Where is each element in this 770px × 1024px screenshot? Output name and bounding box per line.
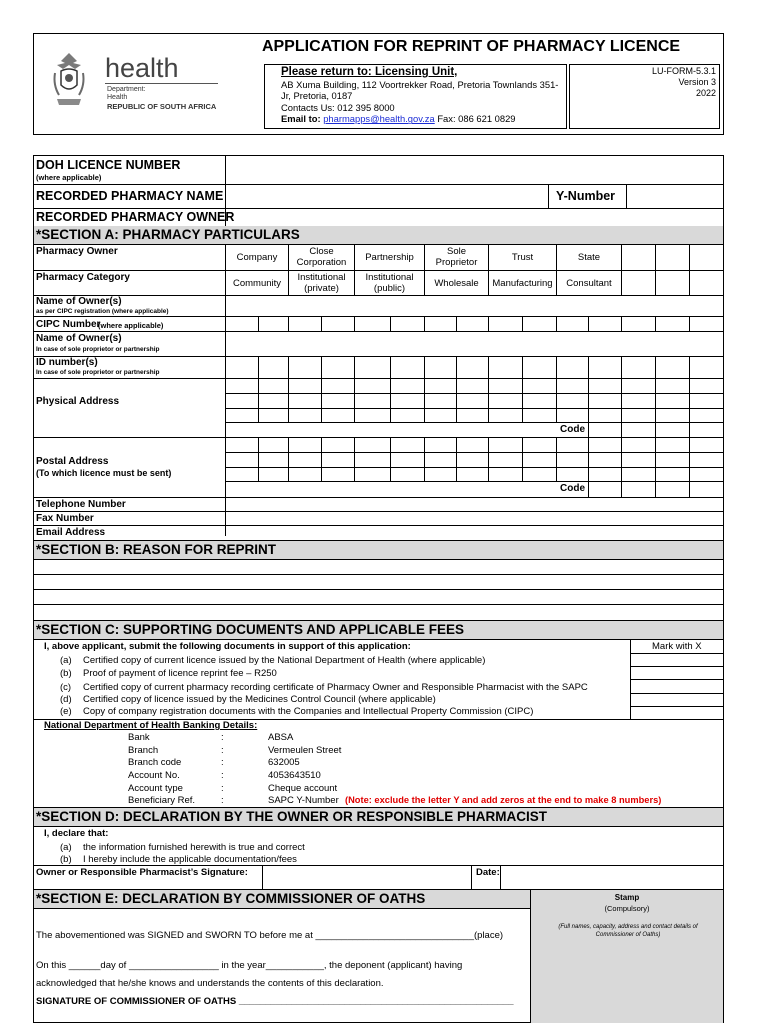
category-option-consultant[interactable]: Consultant [566,278,612,289]
oath-line-date: On this ______day of _________________ in the year___________, the deponent (applicant) having [36,960,463,971]
postal-code-label: Code [560,483,585,494]
bank-row-value: Cheque account [268,783,338,794]
date-label: Date: [476,867,500,878]
cipc-number-label: CIPC Number [36,319,101,330]
form-code: LU-FORM-5.3.1 [651,66,716,76]
owner-names-label: Name of Owner(s) [36,296,122,307]
postal-address-label: Postal Address [36,456,109,467]
doc-item-text: Certified copy of current licence issued by the National Department of Health (where applicable) [83,655,486,666]
return-address-box [264,64,567,129]
email-label: Email to: [281,113,321,125]
pharmacy-name-label: RECORDED PHARMACY NAME [36,189,224,203]
bank-row-value: 632005 [268,757,300,768]
section-b-heading: *SECTION B: REASON FOR REPRINT [34,541,723,559]
commissioner-signature-line[interactable]: SIGNATURE OF COMMISSIONER OF OATHS ____________________________________________________ [36,996,514,1007]
telephone-label: Telephone Number [36,499,126,510]
doc-item-text: Proof of payment of licence reprint fee – R250 [83,668,277,679]
fax-label: Fax Number [36,513,94,524]
category-option-community[interactable]: Community [232,278,282,289]
sole-owner-names-sublabel: In case of sole proprietor or partnership [36,346,160,353]
pharmacy-owner-field[interactable] [226,209,723,226]
logo-word: health [105,53,179,83]
category-option-wholesale[interactable]: Wholesale [434,278,479,289]
bank-row-value: 4053643510 [268,770,321,781]
owner-option-trust[interactable]: Trust [511,252,534,263]
doc-item-key: (c) [60,682,72,693]
doc-item-key: (e) [60,706,72,717]
physical-address-label: Physical Address [36,396,120,407]
logo-department: Department: [107,86,146,93]
declaration-item-text: the information furnished herewith is true and correct [83,842,305,853]
owner-signature-label: Owner or Responsible Pharmacist’s Signature: [36,867,248,878]
date-field[interactable] [501,866,723,889]
doc-item-key: (a) [60,655,72,666]
return-address-line-2: Jr, Pretoria, 0187 [281,90,353,102]
declaration-item-text: I hereby include the applicable documentation/fees [83,854,297,865]
return-contacts: Contacts Us: 012 395 8000 [281,101,395,113]
declaration-item-key: (b) [60,854,72,865]
bank-row-value: ABSA [268,732,294,743]
section-e-heading: *SECTION E: DECLARATION BY COMMISSIONER OF OATHS [34,890,530,908]
form-version: Version 3 [678,77,716,87]
pharmacy-name-field[interactable] [226,185,548,208]
owner-names-sublabel: as per CIPC registration (where applicable) [36,308,169,315]
form-version-box [569,64,720,129]
doc-item-key: (b) [60,668,72,679]
owner-option-company[interactable]: Company [236,252,278,263]
return-heading: Please return to: Licensing Unit, [281,66,458,78]
email-address-label: Email Address [36,527,106,538]
department-logo [33,33,231,135]
fax-number: Fax: 086 621 0829 [437,113,516,125]
owner-option-state[interactable]: State [577,252,601,263]
id-numbers-sublabel: In case of sole proprietor or partnership [36,369,160,376]
coat-of-arms-icon [51,51,87,109]
colon: : [221,795,224,806]
logo-country: REPUBLIC OF SOUTH AFRICA [107,102,217,111]
y-number-field[interactable] [627,185,723,208]
section-d-heading: *SECTION D: DECLARATION BY THE OWNER OR RESPONSIBLE PHARMACIST [34,808,723,826]
bank-row-label: Account No. [128,770,180,781]
pharmacy-category-label: Pharmacy Category [36,272,130,283]
y-number-label: Y-Number [556,189,616,203]
sole-owner-names-field[interactable] [226,332,723,356]
category-option-institutional-public[interactable]: Institutional (public) [365,272,414,294]
section-a-heading: *SECTION A: PHARMACY PARTICULARS [34,226,723,244]
section-c-heading: *SECTION C: SUPPORTING DOCUMENTS AND APPLICABLE FEES [34,621,723,639]
bank-row-label: Account type [128,783,183,794]
stamp-label: Stamp [614,893,640,902]
return-address-line-1: AB Xuma Building, 112 Voortrekker Road, Pretoria Townlands 351- [281,78,559,90]
bank-row-value: SAPC Y-Number [268,795,339,806]
reason-for-reprint-field[interactable] [34,560,723,620]
id-numbers-label: ID number(s) [36,357,98,368]
colon: : [221,732,224,743]
cipc-number-sublabel: (where applicable) [98,321,164,330]
mark-with-x-boxes[interactable] [631,654,723,719]
logo-health: Health [107,94,128,101]
supporting-docs-intro: I, above applicant, submit the following documents in support of this application: [44,641,411,652]
doh-licence-field[interactable] [226,156,723,184]
bank-row-label: Branch code [128,757,182,768]
category-option-institutional-private[interactable]: Institutional (private) [297,272,346,294]
doh-licence-sublabel: (where applicable) [36,173,102,182]
email-link[interactable]: pharmapps@health.gov.za [323,113,435,125]
bank-row-label: Branch [128,745,159,756]
bank-row-value: Vermeulen Street [268,745,342,756]
owner-option-partnership[interactable]: Partnership [365,252,414,263]
email-address-field[interactable] [226,526,723,540]
declaration-item-key: (a) [60,842,72,853]
postal-address-sublabel: (To which licence must be sent) [36,468,172,478]
mark-with-x-label: Mark with X [652,641,702,652]
page-title: APPLICATION FOR REPRINT OF PHARMACY LICENCE [261,38,681,55]
bank-row-label: Beneficiary Ref. [128,795,196,806]
owner-signature-field[interactable] [263,866,471,889]
colon: : [221,757,224,768]
banking-details-heading: National Department of Health Banking Details: [44,720,258,731]
telephone-field[interactable] [226,498,723,511]
fax-field[interactable] [226,512,723,525]
oath-line-place: The abovementioned was SIGNED and SWORN TO before me at ______________________________(place) [36,930,504,941]
stamp-note: (Full names, capacity, address and contact details of Commissioner of Oaths) [558,924,698,938]
doc-item-text: Copy of company registration documents with the Companies and Intellectual Property Commission (CIPC) [83,706,534,717]
owner-option-sole-proprietor[interactable]: Sole Proprietor [435,246,478,268]
colon: : [221,745,224,756]
physical-code-label: Code [560,424,585,435]
owner-option-close-corporation[interactable]: Close Corporation [296,246,347,268]
colon: : [221,783,224,794]
pharmacy-owner-label: RECORDED PHARMACY OWNER [36,210,235,224]
category-option-manufacturing[interactable]: Manufacturing [492,278,553,289]
pharmacy-owner-type-label: Pharmacy Owner [36,246,118,257]
sole-owner-names-label: Name of Owner(s) [36,333,122,344]
form-year: 2022 [695,88,716,98]
bank-row-label: Bank [128,732,150,743]
colon: : [221,770,224,781]
doh-licence-label: DOH LICENCE NUMBER [36,158,181,172]
beneficiary-note: (Note: exclude the letter Y and add zeros at the end to make 8 numbers) [345,795,662,805]
oath-line-acknowledgement: acknowledged that he/she knows and understands the contents of this declaration. [36,978,384,989]
stamp-compulsory: (Compulsory) [604,904,650,913]
owner-names-field[interactable] [226,296,723,316]
doc-item-key: (d) [60,694,72,705]
declaration-intro: I, declare that: [44,828,109,839]
doc-item-text: Certified copy of licence issued by the Medicines Control Council (where applicable) [83,694,436,705]
doc-item-text: Certified copy of current pharmacy recording certificate of Pharmacy Owner and Responsible Pharmacist with the SAPC [83,682,588,693]
